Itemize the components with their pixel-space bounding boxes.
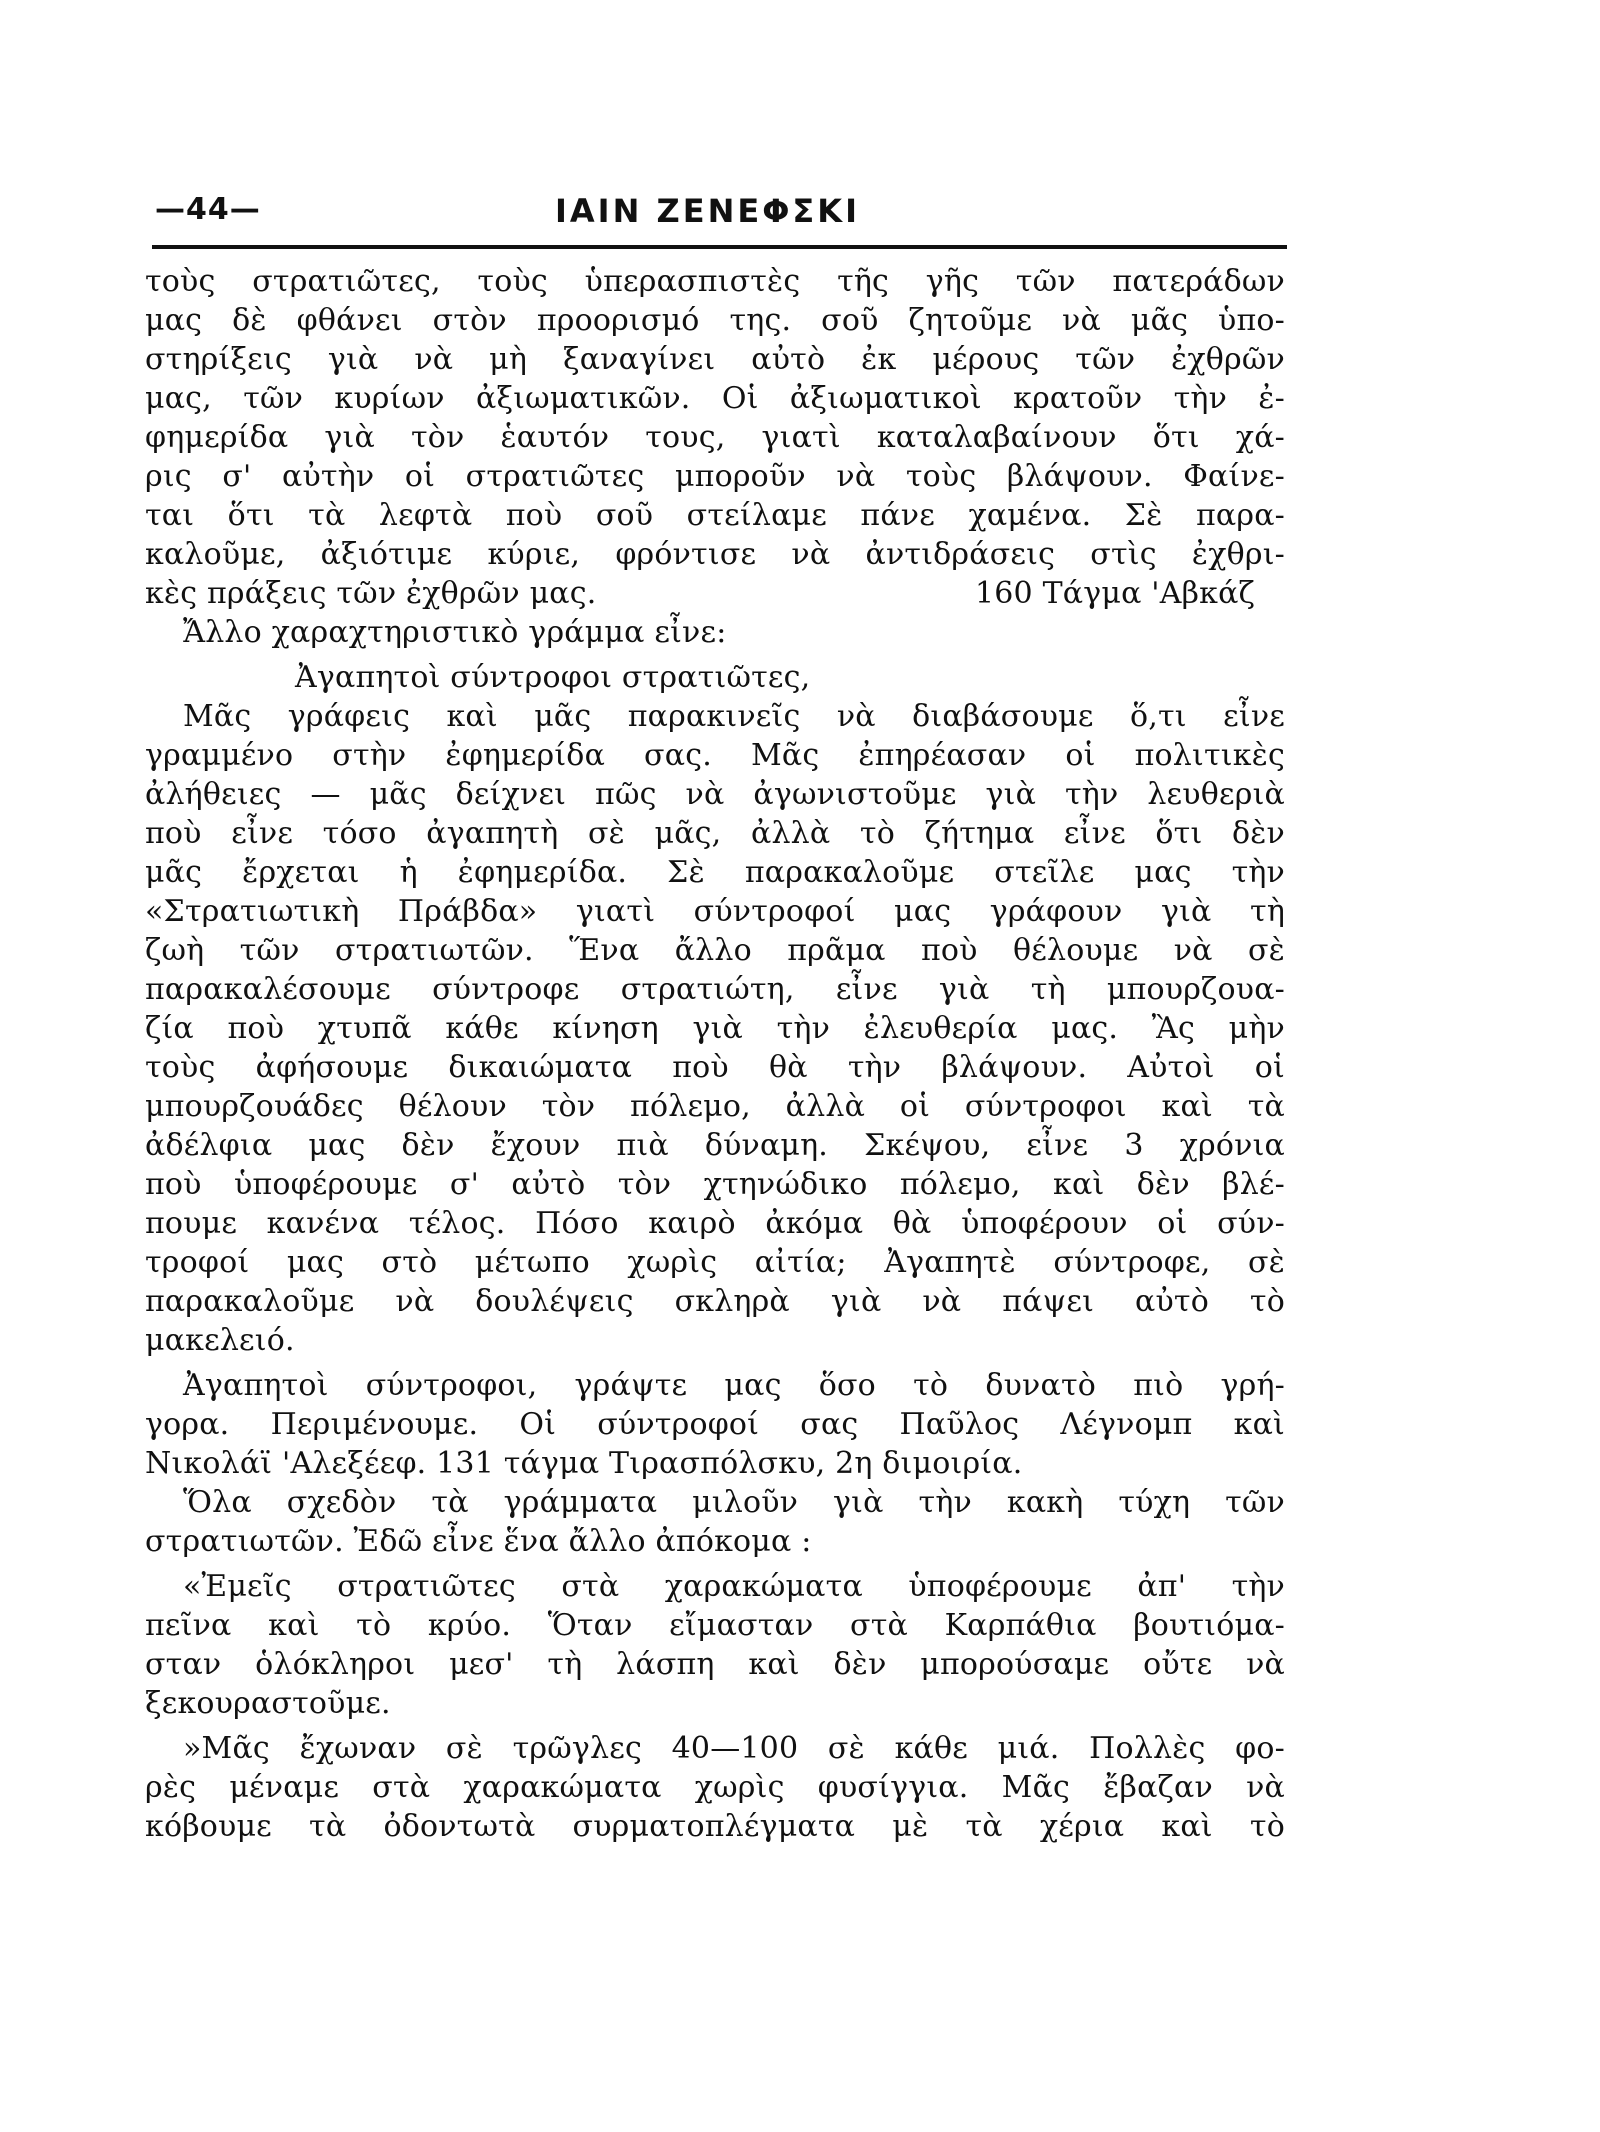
text-line: πεῖνα καὶ τὸ κρύο. Ὅταν εἴμασταν στὰ Καρπάθια βουτιόμα- — [145, 1608, 1285, 1643]
running-head: ΙΑΙΝ ΖΕΝΕΦΣΚΙ — [555, 192, 860, 230]
text-line: παρακαλέσουμε σύντροφε στρατιώτη, εἶνε γιὰ τὴ μπουρζουα- — [145, 972, 1285, 1007]
paragraph-start: «Ἐμεῖς στρατιῶτες στὰ χαρακώματα ὑποφέρουμε ἀπ' τὴν — [183, 1569, 1285, 1604]
letter-salutation: Ἀγαπητοὶ σύντροφοι στρατιῶτες, — [295, 660, 811, 695]
text-line: ξεκουραστοῦμε. — [145, 1686, 391, 1721]
text-line: τροφοί μας στὸ μέτωπο χωρὶς αἰτία; Ἀγαπητὲ σύντροφε, σὲ — [145, 1245, 1285, 1280]
text-line: μας δὲ φθάνει στὸν προορισμό της. σοῦ ζητοῦμε νὰ μᾶς ὑπο- — [145, 303, 1285, 338]
text-line: Νικολάϊ 'Αλεξέεφ. 131 τάγμα Τιρασπόλσκυ, 2η διμοιρία. — [145, 1446, 1023, 1481]
text-line: «Στρατιωτικὴ Πράβδα» γιατὶ σύντροφοί μας γράφουν γιὰ τὴ — [145, 894, 1285, 929]
text-line: τοὺς ἀφήσουμε δικαιώματα ποὺ θὰ τὴν βλάψουν. Αὐτοὶ οἱ — [145, 1050, 1285, 1085]
paragraph-start: Ἄλλο χαραχτηριστικὸ γράμμα εἶνε: — [183, 615, 727, 650]
body-text — [145, 262, 1285, 1846]
text-line-with-signature — [145, 574, 1285, 613]
text-line: παρακαλοῦμε νὰ δουλέψεις σκληρὰ γιὰ νὰ πάψει αὐτὸ τὸ — [145, 1284, 1285, 1319]
text-line: στρατιωτῶν. Ἐδῶ εἶνε ἕνα ἄλλο ἀπόκομα : — [145, 1524, 812, 1559]
text-line: κόβουμε τὰ ὀδοντωτὰ συρματοπλέγματα μὲ τὰ χέρια καὶ τὸ — [145, 1809, 1285, 1844]
paragraph-start: »Μᾶς ἔχωναν σὲ τρῶγλες 40—100 σὲ κάθε μιά. Πολλὲς φο- — [183, 1731, 1285, 1766]
text-line: καλοῦμε, ἀξιότιμε κύριε, φρόντισε νὰ ἀντιδράσεις στὶς ἐχθρι- — [145, 537, 1285, 572]
text-line: ται ὅτι τὰ λεφτὰ ποὺ σοῦ στείλαμε πάνε χαμένα. Σὲ παρα- — [145, 498, 1285, 533]
text-line: μας, τῶν κυρίων ἀξιωματικῶν. Οἱ ἀξιωματικοὶ κρατοῦν τὴν ἐ- — [145, 381, 1285, 416]
text-line: ζωὴ τῶν στρατιωτῶν. Ἕνα ἄλλο πρᾶμα ποὺ θέλουμε νὰ σὲ — [145, 933, 1285, 968]
letter-signature: 160 Τάγμα 'Αβκάζ — [974, 576, 1255, 611]
header-rule — [152, 245, 1287, 249]
text-line: στηρίξεις γιὰ νὰ μὴ ξαναγίνει αὐτὸ ἐκ μέρους τῶν ἐχθρῶν — [145, 342, 1285, 377]
text-line: ἀλήθειες — μᾶς δείχνει πῶς νὰ ἀγωνιστοῦμε γιὰ τὴν λευθεριὰ — [145, 777, 1285, 812]
text-line: φημερίδα γιὰ τὸν ἑαυτόν τους, γιατὶ καταλαβαίνουν ὅτι χά- — [145, 420, 1285, 455]
text-line: ποὺ εἶνε τόσο ἀγαπητὴ σὲ μᾶς, ἀλλὰ τὸ ζήτημα εἶνε ὅτι δὲν — [145, 816, 1285, 851]
page-header — [155, 192, 1285, 242]
text-line: σταν ὁλόκληροι μεσ' τὴ λάσπη καὶ δὲν μπορούσαμε οὔτε νὰ — [145, 1647, 1285, 1682]
text-line: ἀδέλφια μας δὲν ἔχουν πιὰ δύναμη. Σκέψου, εἶνε 3 χρόνια — [145, 1128, 1285, 1163]
text-line: ρὲς μέναμε στὰ χαρακώματα χωρὶς φυσίγγια. Μᾶς ἔβαζαν νὰ — [145, 1770, 1285, 1805]
text-line: κὲς πράξεις τῶν ἐχθρῶν μας. — [145, 576, 597, 611]
paragraph-start: Ὅλα σχεδὸν τὰ γράμματα μιλοῦν γιὰ τὴν κακὴ τύχη τῶν — [183, 1485, 1285, 1520]
text-line: μακελειό. — [145, 1323, 295, 1358]
text-line: μᾶς ἔρχεται ἡ ἐφημερίδα. Σὲ παρακαλοῦμε στεῖλε μας τὴν — [145, 855, 1285, 890]
text-line: μπουρζουάδες θέλουν τὸν πόλεμο, ἀλλὰ οἱ σύντροφοι καὶ τὰ — [145, 1089, 1285, 1124]
text-line: τοὺς στρατιῶτες, τοὺς ὑπερασπιστὲς τῆς γῆς τῶν πατεράδων — [145, 264, 1285, 299]
text-line: ζία ποὺ χτυπᾶ κάθε κίνηση γιὰ τὴν ἐλευθερία μας. Ἂς μὴν — [145, 1011, 1285, 1046]
page-number: —44— — [155, 192, 261, 227]
text-line: γραμμένο στὴν ἐφημερίδα σας. Μᾶς ἐπηρέασαν οἱ πολιτικὲς — [145, 738, 1285, 773]
paragraph-start: Ἀγαπητοὶ σύντροφοι, γράψτε μας ὅσο τὸ δυνατὸ πιὸ γρή- — [183, 1368, 1285, 1403]
text-line: ρις σ' αὐτὴν οἱ στρατιῶτες μποροῦν νὰ τοὺς βλάψουν. Φαίνε- — [145, 459, 1285, 494]
text-line: πουμε κανένα τέλος. Πόσο καιρὸ ἀκόμα θὰ ὑποφέρουν οἱ σύν- — [145, 1206, 1285, 1241]
text-line: γορα. Περιμένουμε. Οἱ σύντροφοί σας Παῦλος Λέγνομπ καὶ — [145, 1407, 1285, 1442]
text-line: ποὺ ὑποφέρουμε σ' αὐτὸ τὸν χτηνώδικο πόλεμο, καὶ δὲν βλέ- — [145, 1167, 1285, 1202]
paragraph-start: Μᾶς γράφεις καὶ μᾶς παρακινεῖς νὰ διαβάσουμε ὅ,τι εἶνε — [183, 699, 1285, 734]
